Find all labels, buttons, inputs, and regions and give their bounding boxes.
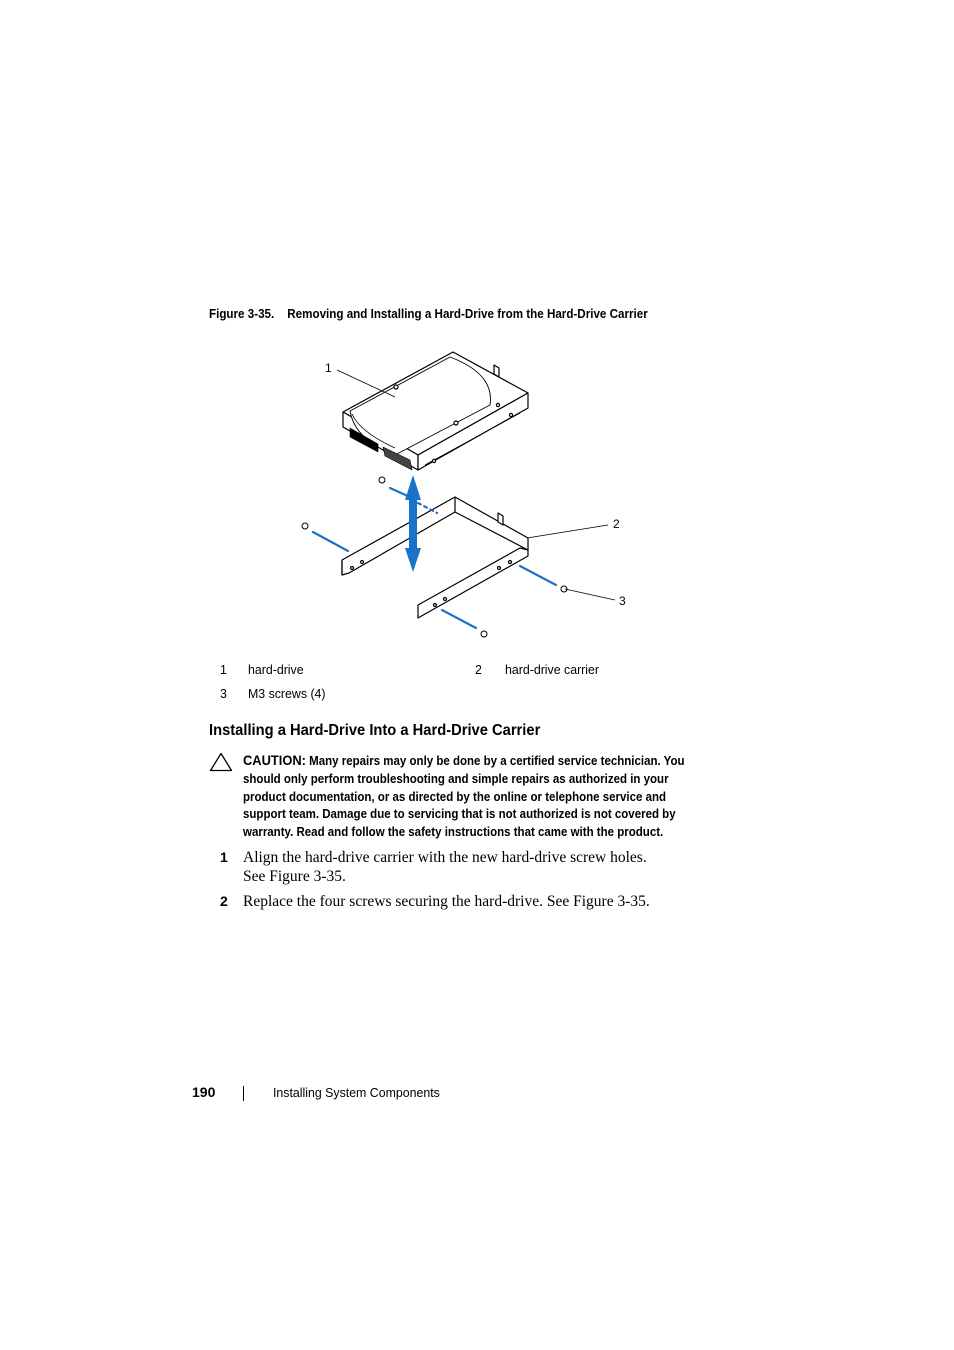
figure-number: Figure 3-35. [209,307,275,321]
legend-label-2: hard-drive carrier [505,662,600,677]
carrier-drawing [342,497,528,618]
step-2-text: Replace the four screws securing the hard-drive. See Figure 3-35. [243,893,650,910]
caution-text: Many repairs may only be done by a certified service technician. You should only perform troubleshooting and simple repairs as authorized in your product documentation, or as directed by the online or telephone service and support team. Damage due to servicing that is not authorized is not covered by warranty. Read and follow the safety instructions that came with the product. [243,754,685,840]
figure-title: Removing and Installing a Hard-Drive from the Hard-Drive Carrier [287,307,648,321]
callout-3: 3 [619,594,626,608]
chapter-title: Installing System Components [273,1085,440,1100]
page-number: 190 [192,1084,216,1100]
section-heading: Installing a Hard-Drive Into a Hard-Drive Carrier [209,722,541,739]
callout-1: 1 [325,361,332,375]
footer-divider [243,1086,244,1101]
legend-label-3: M3 screws (4) [248,686,326,701]
step-2-number: 2 [220,893,228,909]
callout-2: 2 [613,517,620,531]
step-1-instruction: Align the hard-drive carrier with the new hard-drive screw holes. [243,849,647,866]
caution-notice [243,752,694,842]
legend-num-1: 1 [220,662,227,677]
caution-label: CAUTION: [243,752,306,768]
hard-drive-carrier-illustration [290,340,650,650]
figure-caption [209,307,648,321]
step-1-number: 1 [220,849,228,865]
step-1-text [243,848,713,886]
caution-triangle-icon [209,752,233,772]
legend-num-3: 3 [220,686,227,701]
step-1-reference: See Figure 3-35. [243,868,346,885]
hard-drive-drawing [343,352,528,470]
legend-num-2: 2 [475,662,482,677]
legend-label-1: hard-drive [248,662,304,677]
